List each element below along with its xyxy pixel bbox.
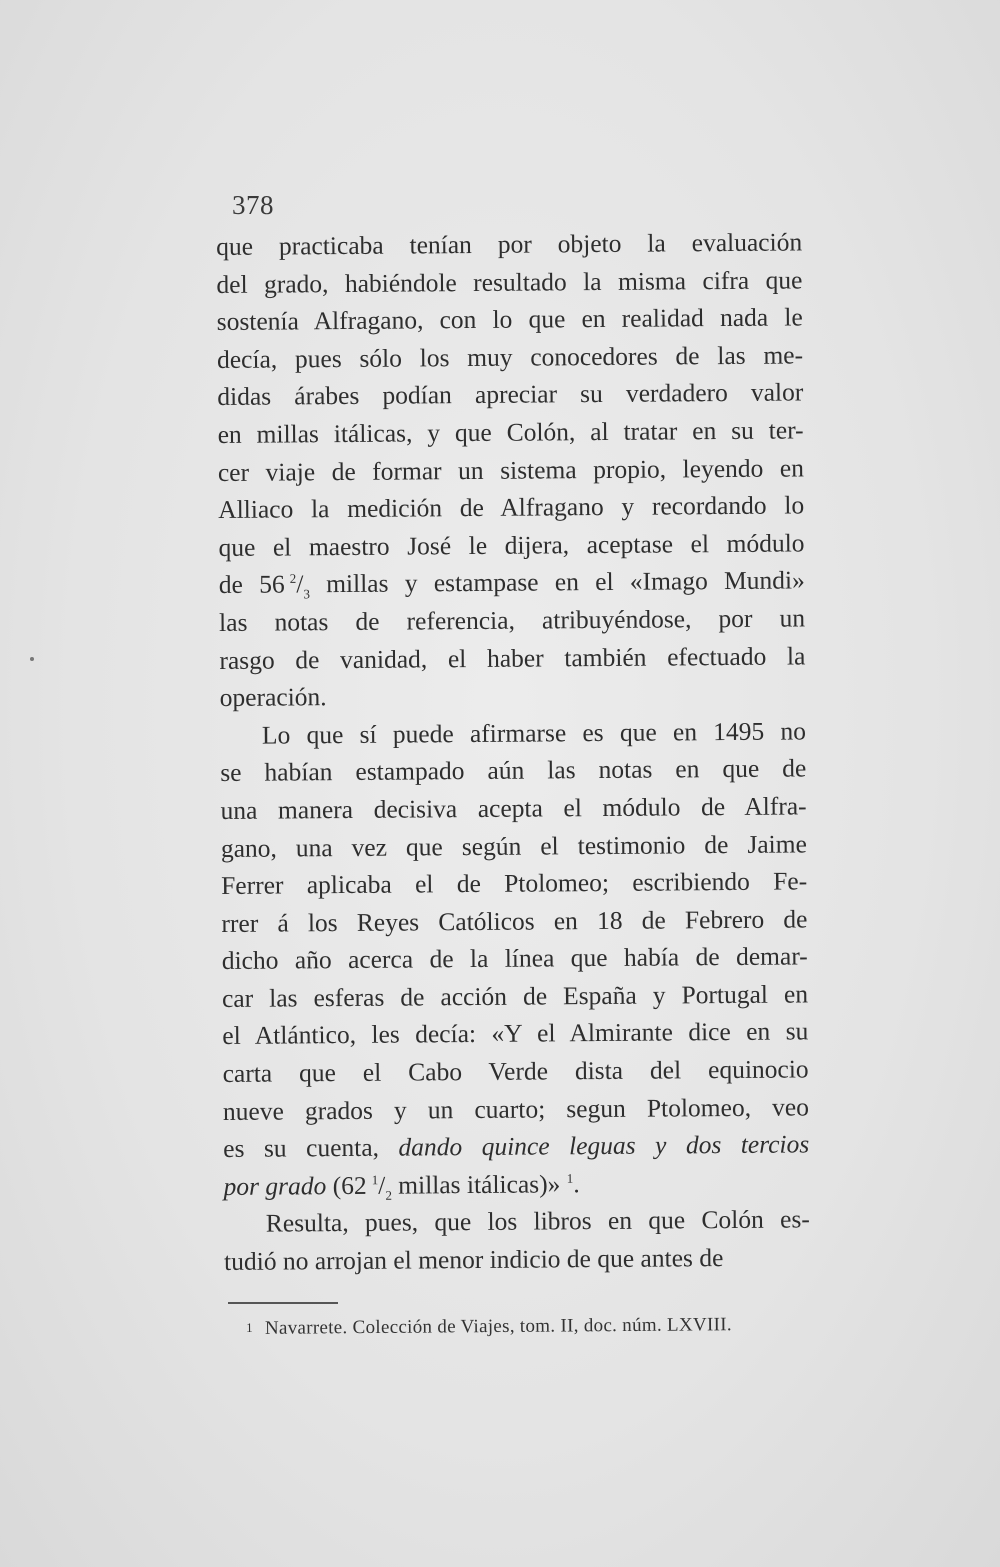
text-line: car las esferas de acción de España y Portugal en <box>221 979 809 1013</box>
text-line: rasgo de vanidad, el haber también efectuado la <box>219 640 806 675</box>
text-line: una manera decisiva acepta el módulo de Alfra- <box>220 791 807 825</box>
page-number: 378 <box>232 190 274 220</box>
fraction-numerator: 2 <box>289 571 297 587</box>
footnote-divider <box>228 1302 338 1304</box>
body-text <box>216 223 810 1280</box>
text-line: didas árabes podían apreciar su verdadero valor <box>217 377 804 412</box>
text-line: tudió no arrojan el menor indicio de que antes de <box>224 1243 724 1276</box>
text-line: en millas itálicas, y que Colón, al tratar en su ter- <box>217 415 804 449</box>
text-line: que practicaba tenían por objeto la evaluación <box>216 227 803 261</box>
text-line: Alliaco la medición de Alfragano y recordando lo <box>218 490 805 525</box>
text-line: del grado, habiéndole resultado la misma cifra que <box>216 264 803 299</box>
fraction-denominator: 3 <box>303 586 311 602</box>
text-line: cer viaje de formar un sistema propio, leyendo en <box>217 452 805 487</box>
text-line: que el maestro José le dijera, aceptase el módulo <box>218 528 805 562</box>
footnote <box>246 1314 732 1340</box>
paragraph-start: Resulta, pues, que los libros en que Colón es- <box>265 1204 810 1239</box>
text-line: el Atlántico, les decía: «Y el Almirante dice en su <box>222 1016 809 1051</box>
text-line: carta que el Cabo Verde dista del equinocio <box>222 1054 809 1089</box>
footnote-marker: 1 <box>246 1319 253 1335</box>
text-fragment: millas itálicas)» <box>398 1169 561 1200</box>
footnote-text: Navarrete. Colección de Viajes, tom. II, doc. núm. LXVIII. <box>264 1314 732 1339</box>
text-line-fraction: de 56 $^2/_3$ millas y estampase en el «Imago Mundi» <box>218 565 805 602</box>
text-line: se habían estampado aún las notas en que de <box>220 753 807 788</box>
fraction-numerator: 1 <box>371 1172 379 1188</box>
text-fragment: millas y estampase en el «Imago Mundi» <box>326 565 805 599</box>
text-line: gano, una vez que según el testimonio de Jaime <box>220 828 807 863</box>
text-line: operación. <box>219 682 327 713</box>
text-line: dicho año acerca de la línea que había de demar- <box>221 941 808 976</box>
text-line: las notas de referencia, atribuyéndose, por un <box>218 603 806 637</box>
text-line-italic <box>223 1126 809 1168</box>
italic-text: dando quince leguas y dos tercios <box>398 1129 810 1162</box>
text-fragment: (62 <box>332 1170 367 1200</box>
text-fragment: . <box>573 1169 580 1199</box>
text-line-fraction: por grado (62 $^1/_2$ millas itálicas)» $^1$. <box>223 1169 580 1203</box>
text-line: sostenía Alfragano, con lo que en realidad nada le <box>216 302 803 337</box>
fraction-denominator: 2 <box>385 1187 392 1203</box>
text-line: nueve grados y un cuarto; segun Ptolomeo, veo <box>222 1092 810 1126</box>
italic-text: por grado <box>223 1171 327 1201</box>
paper-speck <box>30 657 34 661</box>
text-line: rrer á los Reyes Católicos en 18 de Febrero de <box>221 904 808 938</box>
text-line: Ferrer aplicaba el de Ptolomeo; escribiendo Fe- <box>221 866 808 901</box>
paragraph-start: Lo que sí puede afirmarse es que en 1495 no <box>261 716 807 750</box>
footnote-reference[interactable]: 1 <box>566 1170 574 1186</box>
text-fragment: de 56 <box>218 569 285 600</box>
text-line: decía, pues sólo los muy conocedores de las me- <box>216 340 804 374</box>
text-fragment: es su cuenta, <box>223 1132 380 1164</box>
